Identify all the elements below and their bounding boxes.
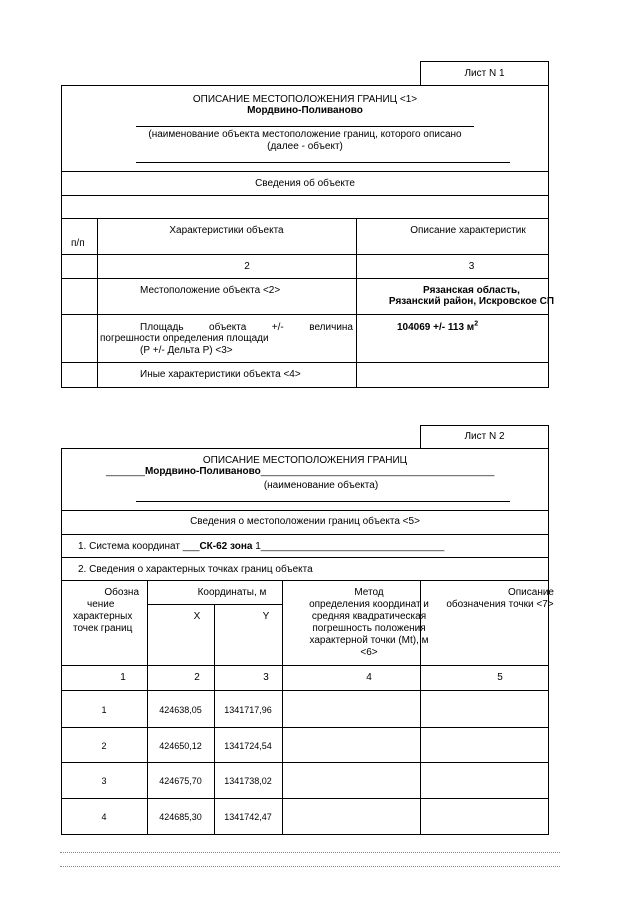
sheet1-row-divider: [61, 254, 549, 255]
sheet2-col-desc-line: Описание: [507, 587, 554, 598]
sheet1-divider: [61, 171, 549, 172]
point-x: 424638,05: [159, 705, 202, 715]
point-id: 1: [101, 705, 107, 715]
sheet1-name-underline: [136, 126, 474, 127]
sheet1-name-note-1: (наименование объекта местоположение границ, которого описано: [148, 129, 462, 140]
sheet1-label: Лист N 1: [464, 68, 505, 79]
sheet1-row-other-label: Иные характеристики объекта <4>: [140, 369, 301, 380]
sheet1-section-title: Сведения об объекте: [255, 178, 355, 189]
sheet2-row-divider: [61, 690, 549, 691]
sheet1-note-underline: [136, 162, 510, 163]
sheet2-name-note: (наименование объекта): [263, 480, 379, 491]
sheet1-row-area-label-3: (Р +/- Дельта Р) <3>: [140, 345, 233, 356]
page-separator: [60, 852, 560, 853]
point-y: 1341738,02: [224, 776, 272, 786]
sheet2-coord-system-value: СК-62 зона: [199, 541, 253, 552]
sheet2-col-coords: Координаты, м: [197, 587, 267, 598]
sheet2-col-desc-line: обозначения точки <7>: [446, 599, 554, 610]
sheet2-col-method-line: погрешность положения: [312, 623, 426, 634]
page-separator: [60, 866, 560, 867]
point-id: 4: [101, 812, 107, 822]
point-x: 424650,12: [159, 741, 202, 751]
sheet2-object-name: Мордвино-Поливаново: [144, 466, 261, 477]
sheet1-divider: [61, 195, 549, 196]
sheet2-col-method-line: определения координат и: [309, 599, 429, 610]
sheet1-row-area-value: [397, 322, 478, 334]
sheet2-divider: [61, 534, 549, 535]
sheet2-col-num: 1: [120, 672, 126, 683]
sheet1-row-area-label-1: Площадь объекта +/- величина: [140, 322, 353, 333]
sheet2-col-num: 3: [263, 672, 269, 683]
point-x: 424675,70: [159, 776, 202, 786]
sheet1-row-area-value-text: 104069 +/- 113 м: [397, 322, 475, 333]
sheet1-row-location-value-2: Рязанский район, Искровское СП: [388, 296, 555, 307]
sheet2-label: Лист N 2: [464, 431, 505, 442]
sheet1-row-area-label-2: погрешности определения площади: [100, 333, 269, 344]
sheet2-col-method-line: Метод: [354, 587, 384, 598]
sheet1-title: ОПИСАНИЕ МЕСТОПОЛОЖЕНИЯ ГРАНИЦ <1>: [192, 94, 418, 105]
point-x: 424685,30: [159, 812, 202, 822]
sheet1-row-divider: [61, 278, 549, 279]
sheet2-col-designation-line: точек границ: [73, 623, 133, 634]
sheet2-row-divider: [147, 604, 282, 605]
sheet2-row-divider: [61, 798, 549, 799]
sheet1-row-divider: [61, 362, 549, 363]
sheet1-col-num-2: 2: [244, 261, 250, 272]
sheet1-object-name: Мордвино-Поливаново: [247, 105, 363, 116]
sheet2-row-divider: [61, 665, 549, 666]
sheet2-col-method-line: характерной точки (Mt), м: [309, 635, 429, 646]
sheet2-row-divider: [61, 727, 549, 728]
sheet2-coord-system: [78, 541, 444, 553]
sheet1-col-num-3: 3: [468, 261, 475, 272]
sheet1-name-note-2: (далее - объект): [267, 141, 343, 152]
sheet2-note-underline: [136, 501, 510, 502]
sheet2-col-y: Y: [262, 611, 270, 622]
sheet2-coord-system-prefix: 1. Система координат ___: [78, 541, 200, 552]
sheet2-object-prefix: _______: [106, 466, 145, 477]
sheet2-object-suffix: __________________________________________: [260, 466, 495, 477]
sheet1-divider: [61, 218, 549, 219]
sheet2-section-title: Сведения о местоположении границ объекта <5>: [190, 516, 420, 527]
sheet2-divider: [61, 580, 549, 581]
sheet2-col-divider: [214, 604, 215, 835]
sheet2-title: ОПИСАНИЕ МЕСТОПОЛОЖЕНИЯ ГРАНИЦ: [202, 455, 408, 466]
point-y: 1341724,54: [224, 741, 272, 751]
sheet2-row-divider: [61, 762, 549, 763]
sheet2-points-section-title: 2. Сведения о характерных точках границ объекта: [78, 564, 313, 575]
sheet1-col-desc-label: Описание характеристик: [410, 225, 526, 236]
sheet2-col-method-line: <6>: [360, 647, 378, 658]
point-id: 2: [101, 741, 107, 751]
sheet2-col-num: 5: [497, 672, 503, 683]
sheet2-divider: [61, 510, 549, 511]
sheet2-col-desc: [420, 587, 580, 611]
point-y: 1341717,96: [224, 705, 272, 715]
sheet2-col-designation: [61, 587, 147, 635]
sheet2-col-designation-line: Обозна: [104, 587, 139, 598]
sheet2-col-method-line: средняя квадратическая: [311, 611, 427, 622]
point-id: 3: [101, 776, 107, 786]
sheet1-col-num-label: п/п: [71, 238, 85, 249]
sheet1-col-char-label: Характеристики объекта: [169, 225, 284, 236]
sheet2-col-num: 2: [194, 672, 200, 683]
sheet2-object-line: [106, 466, 494, 478]
sheet1-row-area-value-sup: 2: [474, 320, 479, 328]
sheet2-col-num: 4: [366, 672, 372, 683]
sheet1-row-location-value-1: Рязанская область,: [423, 285, 520, 296]
point-y: 1341742,47: [224, 812, 272, 822]
sheet1-row-location-label: Местоположение объекта <2>: [140, 285, 281, 296]
sheet2-col-x: X: [193, 611, 201, 622]
sheet2-coord-system-suffix: 1_________________________________: [252, 541, 445, 552]
sheet2-col-designation-line: чение: [87, 599, 115, 610]
sheet1-row-divider: [61, 314, 549, 315]
sheet2-col-designation-line: характерных: [73, 611, 133, 622]
sheet2-divider: [61, 557, 549, 558]
